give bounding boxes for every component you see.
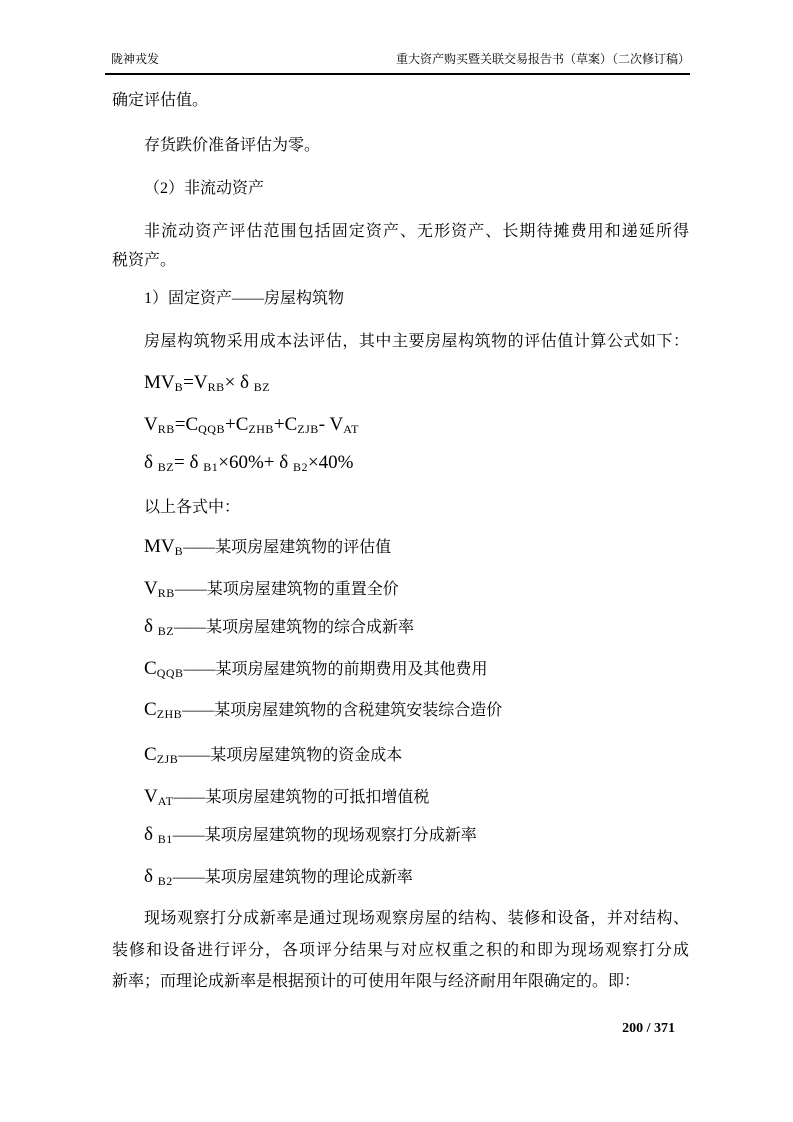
paragraph-method: 房屋构筑物采用成本法评估，其中主要房屋构筑物的评估值计算公式如下：: [144, 333, 689, 350]
page-number: 200 / 371: [622, 1021, 675, 1036]
def-symbol: C: [144, 744, 157, 765]
def-symbol: δ: [144, 866, 158, 887]
def-symbol-sub: ZJB: [156, 752, 179, 766]
header-rule: [105, 73, 690, 75]
formula-delta: δ $_{BZ}$= δ $_{B1}$×60%+ δ $_{B2}$×40%: [144, 452, 354, 474]
def-symbol-sub: AT: [157, 794, 174, 808]
def-text: ——某项房屋建筑物的重置全价: [174, 581, 399, 598]
def-symbol: C: [144, 658, 157, 679]
def-line-cqqb: [112, 657, 689, 685]
formula-vrb-term: V: [144, 414, 158, 435]
paragraph-final-line3: 新率；而理论成新率是根据预计的可使用年限与经济耐用年限确定的。即：: [112, 973, 641, 990]
def-symbol: V: [144, 578, 158, 599]
formula-vrb: $V_{RB}=C_{QQB}+C_{ZHB}+C_{ZJB}-$ $V_{AT}$: [144, 414, 359, 436]
def-line-dbz: [112, 615, 689, 643]
def-symbol-sub: B2: [157, 874, 173, 888]
paragraph-inventory: 存货跌价准备评估为零。: [144, 137, 321, 154]
def-text: ——某项房屋建筑物的资金成本: [178, 747, 403, 764]
def-symbol-sub: RB: [157, 586, 175, 600]
def-symbol: MV: [144, 536, 175, 557]
def-line-vat: [112, 785, 689, 813]
def-symbol-sub: ZHB: [156, 707, 183, 721]
paragraph-noncurrent-line2: 税资产。: [112, 252, 177, 269]
formula-mv: $MV_B=V_{RB}\times \delta$ $_{BZ}$: [144, 372, 271, 394]
header-report-title: 重大资产购买暨关联交易报告书（草案）（二次修订稿）: [395, 52, 690, 66]
heading-fixed-assets: 1）固定资产——房屋构筑物: [144, 290, 345, 307]
paragraph-final-line2: 装修和设备进行评分，各项评分结果与对应权重之积的和即为现场观察打分成: [112, 942, 689, 959]
def-symbol-sub: QQB: [156, 666, 184, 680]
def-symbol-sub: B1: [157, 832, 173, 846]
def-symbol-sub: BZ: [157, 624, 175, 638]
defs-intro: 以上各式中：: [144, 499, 241, 516]
def-text: ——某项房屋建筑物的前期费用及其他费用: [183, 661, 488, 678]
def-text: ——某项房屋建筑物的综合成新率: [174, 619, 415, 636]
def-text: ——某项房屋建筑物的含税建筑安装综合造价: [182, 702, 503, 719]
def-line-db1: [112, 823, 689, 851]
def-line-vrb: [112, 577, 689, 605]
def-line-mvb: [112, 535, 689, 563]
header-company-name: 陇神戎发: [111, 52, 160, 66]
heading-noncurrent-assets: （2）非流动资产: [144, 180, 265, 197]
def-line-czhb: [112, 698, 689, 726]
def-line-db2: [112, 865, 689, 893]
def-text: ——某项房屋建筑物的现场观察打分成新率: [172, 827, 477, 844]
def-symbol: δ: [144, 824, 158, 845]
def-text: ——某项房屋建筑物的理论成新率: [172, 869, 413, 886]
paragraph-final-line1: 现场观察打分成新率是通过现场观察房屋的结构、装修和设备，并对结构、: [144, 910, 689, 927]
def-text: ——某项房屋建筑物的可抵扣增值税: [173, 789, 430, 806]
def-symbol: δ: [144, 616, 158, 637]
formula-mv-term: MV: [144, 372, 175, 393]
paragraph-noncurrent-line1: 非流动资产评估范围包括固定资产、无形资产、长期待摊费用和递延所得: [144, 223, 689, 240]
def-text: ——某项房屋建筑物的评估值: [183, 539, 392, 556]
def-symbol: C: [144, 699, 157, 720]
def-symbol: V: [144, 786, 158, 807]
def-symbol-sub: B: [174, 544, 184, 558]
def-line-czjb: [112, 743, 689, 771]
formula-mv-sub: B: [174, 380, 184, 394]
paragraph-carryover: 确定评估值。: [112, 92, 209, 109]
formula-delta-term: δ: [144, 452, 158, 473]
